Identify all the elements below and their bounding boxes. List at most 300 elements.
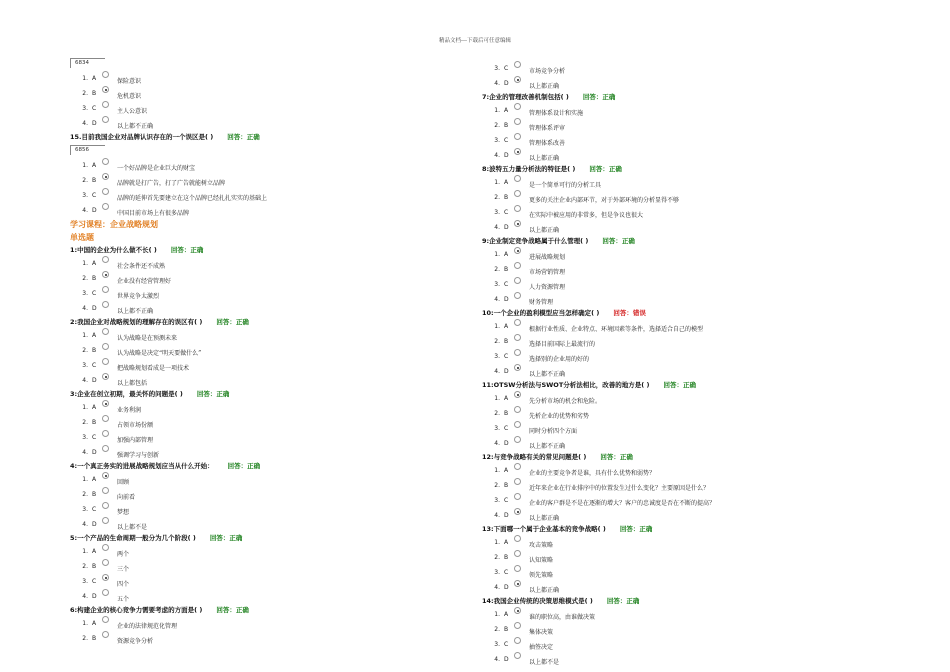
option-number: 4. xyxy=(494,584,500,591)
option-letter: B xyxy=(504,410,509,417)
option-number: 1. xyxy=(82,476,88,483)
option-row[interactable] xyxy=(70,559,450,574)
answer-status: 回答：正确 xyxy=(589,165,622,173)
option-row[interactable] xyxy=(482,652,862,667)
option-letter: C xyxy=(92,506,97,513)
radio-selected-icon[interactable] xyxy=(514,247,521,254)
radio-icon[interactable] xyxy=(514,478,521,485)
radio-icon[interactable] xyxy=(514,637,521,644)
option-row[interactable] xyxy=(70,301,450,316)
option-text: 以上都正确 xyxy=(529,83,560,90)
option-number: 4. xyxy=(494,656,500,663)
option-row[interactable] xyxy=(70,256,450,271)
option-text: 选择别的企业用的好的 xyxy=(529,356,590,363)
radio-icon[interactable] xyxy=(514,190,521,197)
option-number: 4. xyxy=(82,120,88,127)
option-text: 梦想 xyxy=(117,509,130,516)
option-row[interactable] xyxy=(70,502,450,517)
option-number: 3. xyxy=(494,281,500,288)
option-number: 4. xyxy=(82,521,88,528)
radio-selected-icon[interactable] xyxy=(514,220,521,227)
option-text: 先分析市场的机会和危险。 xyxy=(529,398,602,405)
option-number: 4. xyxy=(82,593,88,600)
option-number: 2. xyxy=(494,194,500,201)
radio-icon[interactable] xyxy=(102,616,109,623)
radio-icon[interactable] xyxy=(514,565,521,572)
radio-icon[interactable] xyxy=(102,430,109,437)
option-row[interactable] xyxy=(482,319,862,334)
option-number: 3. xyxy=(82,362,88,369)
option-row[interactable] xyxy=(482,535,862,550)
option-row[interactable] xyxy=(70,101,450,116)
option-row[interactable] xyxy=(482,118,862,133)
option-number: 3. xyxy=(494,497,500,504)
option-row[interactable] xyxy=(482,622,862,637)
question-title xyxy=(482,163,862,175)
option-number: 2. xyxy=(82,177,88,184)
option-row[interactable] xyxy=(482,463,862,478)
option-number: 2. xyxy=(494,482,500,489)
option-text: 人力资源管理 xyxy=(529,284,566,291)
answer-status: 回答：正确 xyxy=(619,525,653,533)
radio-selected-icon[interactable] xyxy=(102,400,109,407)
question-text: 1:中国的企业为什么做不长( ) xyxy=(70,246,157,254)
radio-icon[interactable] xyxy=(102,286,109,293)
option-letter: B xyxy=(504,266,509,273)
option-row[interactable] xyxy=(482,550,862,565)
option-number: 1. xyxy=(494,107,500,114)
option-row[interactable] xyxy=(70,631,450,646)
radio-icon[interactable] xyxy=(514,262,521,269)
option-text: 以上都正确 xyxy=(529,515,560,522)
answer-status: 回答：错误 xyxy=(613,309,646,317)
radio-icon[interactable] xyxy=(514,406,521,413)
option-row[interactable] xyxy=(482,580,862,595)
option-letter: D xyxy=(92,521,97,528)
radio-icon[interactable] xyxy=(102,101,109,108)
question-title xyxy=(482,379,862,391)
option-row[interactable] xyxy=(482,103,862,118)
option-number: 3. xyxy=(82,290,88,297)
radio-icon[interactable] xyxy=(514,205,521,212)
radio-icon[interactable] xyxy=(514,463,521,470)
radio-icon[interactable] xyxy=(514,550,521,557)
option-number: 2. xyxy=(82,563,88,570)
option-row[interactable] xyxy=(70,203,450,218)
option-number: 1. xyxy=(82,260,88,267)
option-letter: D xyxy=(504,296,509,303)
option-letter: B xyxy=(92,563,97,570)
radio-icon[interactable] xyxy=(102,328,109,335)
radio-icon[interactable] xyxy=(514,175,521,182)
option-row[interactable] xyxy=(482,349,862,364)
option-number: 4. xyxy=(82,377,88,384)
option-row[interactable] xyxy=(70,343,450,358)
option-letter: D xyxy=(92,305,97,312)
answer-status: 回答：正确 xyxy=(196,390,230,398)
option-row[interactable] xyxy=(70,158,450,173)
option-row[interactable] xyxy=(70,400,450,415)
radio-icon[interactable] xyxy=(102,301,109,308)
option-row[interactable] xyxy=(482,421,862,436)
option-number: 2. xyxy=(82,275,88,282)
option-number: 4. xyxy=(494,512,500,519)
radio-selected-icon[interactable] xyxy=(514,148,521,155)
option-letter: A xyxy=(92,260,97,267)
option-row[interactable] xyxy=(70,589,450,604)
answer-status: 回答：正确 xyxy=(227,462,261,470)
option-row[interactable] xyxy=(70,116,450,131)
option-letter: A xyxy=(92,332,97,339)
radio-icon[interactable] xyxy=(514,535,521,542)
option-text: 保险意识 xyxy=(117,78,142,85)
option-text: 领先策略 xyxy=(529,572,554,579)
option-row[interactable] xyxy=(70,358,450,373)
radio-icon[interactable] xyxy=(514,103,521,110)
option-text: 业务利润 xyxy=(117,407,142,414)
option-letter: D xyxy=(504,512,509,519)
option-number: 3. xyxy=(494,425,500,432)
radio-selected-icon[interactable] xyxy=(102,86,109,93)
option-letter: A xyxy=(504,611,509,618)
option-text: 管理体系设计和实施 xyxy=(529,110,584,117)
option-letter: B xyxy=(92,90,97,97)
option-text: 品牌的延伸首先要建立在这个品牌已经扎扎实实的基础上 xyxy=(117,195,268,202)
question-title xyxy=(482,235,862,247)
radio-icon[interactable] xyxy=(514,61,521,68)
option-letter: A xyxy=(504,107,509,114)
option-text: 进展战略规划 xyxy=(529,254,566,261)
radio-icon[interactable] xyxy=(514,436,521,443)
option-text: 以上都不正确 xyxy=(117,123,154,130)
option-letter: C xyxy=(504,209,509,216)
radio-selected-icon[interactable] xyxy=(102,173,109,180)
option-number: 3. xyxy=(82,506,88,513)
answer-status: 回答：正确 xyxy=(216,606,249,614)
option-row[interactable] xyxy=(482,334,862,349)
option-text: 更多的关注企业内部环节，对于外部环境的分析显得不够 xyxy=(529,197,680,204)
right-column xyxy=(482,61,862,667)
option-number: 3. xyxy=(82,434,88,441)
option-row[interactable] xyxy=(482,247,862,262)
option-row[interactable] xyxy=(70,373,450,388)
radio-selected-icon[interactable] xyxy=(514,508,521,515)
option-number: 4. xyxy=(494,368,500,375)
option-text: 认知策略 xyxy=(529,557,554,564)
radio-icon[interactable] xyxy=(102,358,109,365)
option-number: 2. xyxy=(82,635,88,642)
option-number: 1. xyxy=(82,75,88,82)
question-title xyxy=(70,244,450,256)
question-text: 10:一个企业的盈利模型应当怎样确定( ) xyxy=(482,309,600,317)
question-code: 6834 xyxy=(70,58,105,68)
option-row[interactable] xyxy=(70,574,450,589)
option-letter: C xyxy=(92,105,97,112)
answer-status: 回答：正确 xyxy=(170,246,204,254)
option-text: 市场竞争分析 xyxy=(529,68,566,75)
option-letter: C xyxy=(504,641,509,648)
option-number: 4. xyxy=(494,296,500,303)
option-letter: B xyxy=(504,482,509,489)
question-title xyxy=(70,388,450,400)
radio-icon[interactable] xyxy=(102,71,109,78)
page-header: 精品文档---下载后可任意编辑 xyxy=(439,38,511,44)
radio-icon[interactable] xyxy=(514,421,521,428)
option-number: 2. xyxy=(82,347,88,354)
option-letter: B xyxy=(92,275,97,282)
question-text: 9:企业制定竞争战略属于什么管理( ) xyxy=(482,237,589,245)
question-title xyxy=(70,604,450,616)
option-text: 四个 xyxy=(117,581,130,588)
option-row[interactable] xyxy=(70,445,450,460)
option-letter: C xyxy=(92,290,97,297)
option-letter: C xyxy=(504,353,509,360)
option-row[interactable] xyxy=(482,637,862,652)
option-letter: A xyxy=(92,476,97,483)
option-number: 1. xyxy=(82,162,88,169)
option-letter: C xyxy=(92,362,97,369)
radio-icon[interactable] xyxy=(514,118,521,125)
option-letter: D xyxy=(504,80,509,87)
radio-icon[interactable] xyxy=(514,133,521,140)
option-letter: D xyxy=(504,368,509,375)
option-text: 认为战略是在预测未来 xyxy=(117,335,178,342)
option-row[interactable] xyxy=(70,517,450,532)
option-row[interactable] xyxy=(482,292,862,307)
option-row[interactable] xyxy=(482,262,862,277)
option-row[interactable] xyxy=(482,277,862,292)
radio-icon[interactable] xyxy=(514,334,521,341)
option-text: 加强内部管理 xyxy=(117,437,154,444)
radio-icon[interactable] xyxy=(102,415,109,422)
option-row[interactable] xyxy=(482,190,862,205)
option-text: 强调学习与创新 xyxy=(117,452,160,459)
radio-icon[interactable] xyxy=(102,116,109,123)
option-row[interactable] xyxy=(70,173,450,188)
radio-icon[interactable] xyxy=(514,277,521,284)
answer-status: 回答：正确 xyxy=(600,453,633,461)
option-row[interactable] xyxy=(482,175,862,190)
option-row[interactable] xyxy=(70,487,450,502)
option-letter: A xyxy=(92,162,97,169)
question-title xyxy=(482,307,862,319)
option-letter: B xyxy=(504,626,509,633)
option-letter: C xyxy=(92,192,97,199)
radio-icon[interactable] xyxy=(102,343,109,350)
option-row[interactable] xyxy=(482,133,862,148)
radio-icon[interactable] xyxy=(102,188,109,195)
option-number: 1. xyxy=(494,539,500,546)
option-text: 财务管理 xyxy=(529,299,554,306)
radio-selected-icon[interactable] xyxy=(102,271,109,278)
option-row[interactable] xyxy=(70,472,450,487)
option-text: 先析企业的优势和劣势 xyxy=(529,413,590,420)
option-row[interactable] xyxy=(482,508,862,523)
option-letter: A xyxy=(504,395,509,402)
question-text: 3:企业在创立初期，最关怀的问题是( ) xyxy=(70,390,183,398)
option-text: 近年来企业在行业排序中的位置发生过什么变化？主要原因是什么？ xyxy=(529,485,710,492)
option-letter: A xyxy=(504,539,509,546)
option-text: 危机意识 xyxy=(117,93,142,100)
option-number: 4. xyxy=(494,224,500,231)
radio-selected-icon[interactable] xyxy=(102,373,109,380)
option-row[interactable] xyxy=(70,286,450,301)
option-number: 3. xyxy=(494,641,500,648)
option-letter: D xyxy=(504,224,509,231)
question-title xyxy=(70,532,450,544)
radio-selected-icon[interactable] xyxy=(514,76,521,83)
option-number: 1. xyxy=(494,467,500,474)
option-number: 3. xyxy=(82,192,88,199)
option-number: 2. xyxy=(82,90,88,97)
option-text: 企业的主要竞争者是谁，具有什么优势和弱势？ xyxy=(529,470,656,477)
option-letter: D xyxy=(92,377,97,384)
option-text: 集体决策 xyxy=(529,629,554,636)
option-number: 2. xyxy=(494,626,500,633)
option-text: 企业的客户群是不是在逐渐的增大？客户的忠诚度是否在不断的提高？ xyxy=(529,500,716,507)
option-letter: D xyxy=(92,120,97,127)
option-row[interactable] xyxy=(482,220,862,235)
option-row[interactable] xyxy=(482,364,862,379)
option-number: 3. xyxy=(82,105,88,112)
option-text: 在实际中被应用的非常多，但是争议也很大 xyxy=(529,212,644,219)
option-text: 以上都正确 xyxy=(529,587,560,594)
option-letter: C xyxy=(504,281,509,288)
option-row[interactable] xyxy=(70,415,450,430)
option-row[interactable] xyxy=(70,328,450,343)
option-letter: C xyxy=(504,137,509,144)
option-text: 三个 xyxy=(117,566,130,573)
option-letter: C xyxy=(504,569,509,576)
option-row[interactable] xyxy=(70,271,450,286)
section-heading: 单选题 xyxy=(70,233,94,242)
radio-icon[interactable] xyxy=(514,319,521,326)
radio-icon[interactable] xyxy=(102,487,109,494)
option-letter: D xyxy=(92,593,97,600)
option-row[interactable] xyxy=(482,406,862,421)
radio-icon[interactable] xyxy=(514,349,521,356)
question-title xyxy=(70,316,450,328)
radio-icon[interactable] xyxy=(102,517,109,524)
option-number: 3. xyxy=(494,569,500,576)
option-text: 社会条件还不成熟 xyxy=(117,263,166,270)
option-letter: B xyxy=(504,194,509,201)
option-row[interactable] xyxy=(70,71,450,86)
option-number: 1. xyxy=(494,251,500,258)
radio-icon[interactable] xyxy=(102,158,109,165)
question-text: 11:OTSW分析法与SWOT分析法相比，改善的地方是( ) xyxy=(482,381,650,389)
question-text: 13:下面哪一个属于企业基本的竞争战略( ) xyxy=(482,525,606,533)
option-letter: A xyxy=(504,467,509,474)
option-row[interactable] xyxy=(70,544,450,559)
radio-icon[interactable] xyxy=(102,502,109,509)
option-number: 1. xyxy=(494,611,500,618)
option-letter: B xyxy=(92,635,97,642)
option-number: 2. xyxy=(494,338,500,345)
option-row[interactable] xyxy=(482,76,862,91)
option-row[interactable] xyxy=(70,616,450,631)
option-letter: D xyxy=(92,449,97,456)
radio-selected-icon[interactable] xyxy=(102,574,109,581)
option-number: 2. xyxy=(494,410,500,417)
option-text: 同时分析四个方面 xyxy=(529,428,578,435)
option-letter: B xyxy=(92,347,97,354)
option-text: 是一个简单可行的分析工具 xyxy=(529,182,602,189)
question-text: 2:我国企业对战略规划的理解存在的误区有( ) xyxy=(70,318,203,326)
question-text: 12:与竞争战略有关的常见问题是( ) xyxy=(482,453,587,461)
radio-icon[interactable] xyxy=(514,622,521,629)
option-number: 4. xyxy=(82,449,88,456)
option-row[interactable] xyxy=(70,188,450,203)
radio-icon[interactable] xyxy=(514,652,521,659)
radio-selected-icon[interactable] xyxy=(514,364,521,371)
radio-icon[interactable] xyxy=(102,589,109,596)
option-row[interactable] xyxy=(482,205,862,220)
option-letter: D xyxy=(92,207,97,214)
option-text: 以上都不是 xyxy=(117,524,148,531)
option-row[interactable] xyxy=(482,607,862,622)
option-number: 1. xyxy=(82,404,88,411)
option-row[interactable] xyxy=(482,436,862,451)
radio-icon[interactable] xyxy=(102,445,109,452)
option-text: 以上都不是 xyxy=(529,659,560,666)
option-row[interactable] xyxy=(482,148,862,163)
option-row[interactable] xyxy=(482,565,862,580)
option-letter: D xyxy=(504,152,509,159)
question-text: 15.目前我国企业对品牌认识存在的一个误区是( ) xyxy=(70,133,214,141)
option-row[interactable] xyxy=(482,478,862,493)
radio-icon[interactable] xyxy=(514,493,521,500)
option-text: 根据行业性质、企业特点、环境因素等条件，选择适合自己的模型 xyxy=(529,326,704,333)
option-row[interactable] xyxy=(482,493,862,508)
option-letter: B xyxy=(504,338,509,345)
option-text: 把战略规划看成是一项技术 xyxy=(117,365,190,372)
option-text: 以上都正确 xyxy=(529,227,560,234)
answer-status: 回答：正确 xyxy=(227,133,260,141)
radio-selected-icon[interactable] xyxy=(102,472,109,479)
radio-icon[interactable] xyxy=(102,203,109,210)
option-row[interactable] xyxy=(70,430,450,445)
option-row[interactable] xyxy=(70,86,450,101)
radio-icon[interactable] xyxy=(102,631,109,638)
option-number: 2. xyxy=(494,554,500,561)
option-letter: A xyxy=(92,75,97,82)
option-text: 认为战略是决定“明天要做什么” xyxy=(117,350,202,357)
radio-selected-icon[interactable] xyxy=(514,391,521,398)
radio-selected-icon[interactable] xyxy=(514,580,521,587)
option-number: 4. xyxy=(494,440,500,447)
radio-icon[interactable] xyxy=(514,292,521,299)
option-letter: B xyxy=(92,177,97,184)
radio-icon[interactable] xyxy=(102,559,109,566)
option-text: 以上都包括 xyxy=(117,380,148,387)
option-text: 世界竞争太激烈 xyxy=(117,293,160,300)
radio-selected-icon[interactable] xyxy=(514,607,521,614)
option-text: 以上都不正确 xyxy=(529,443,566,450)
option-row[interactable] xyxy=(482,61,862,76)
option-number: 1. xyxy=(82,332,88,339)
option-text: 攻击策略 xyxy=(529,542,554,549)
question-text: 14:我国企业传统的决策思维模式是( ) xyxy=(482,597,593,605)
option-number: 3. xyxy=(494,65,500,72)
option-row[interactable] xyxy=(482,391,862,406)
option-number: 1. xyxy=(494,179,500,186)
option-text: 品牌就是打广告，打了广告就能树立品牌 xyxy=(117,180,226,187)
radio-icon[interactable] xyxy=(102,256,109,263)
radio-icon[interactable] xyxy=(102,544,109,551)
option-letter: C xyxy=(92,434,97,441)
option-letter: B xyxy=(92,419,97,426)
